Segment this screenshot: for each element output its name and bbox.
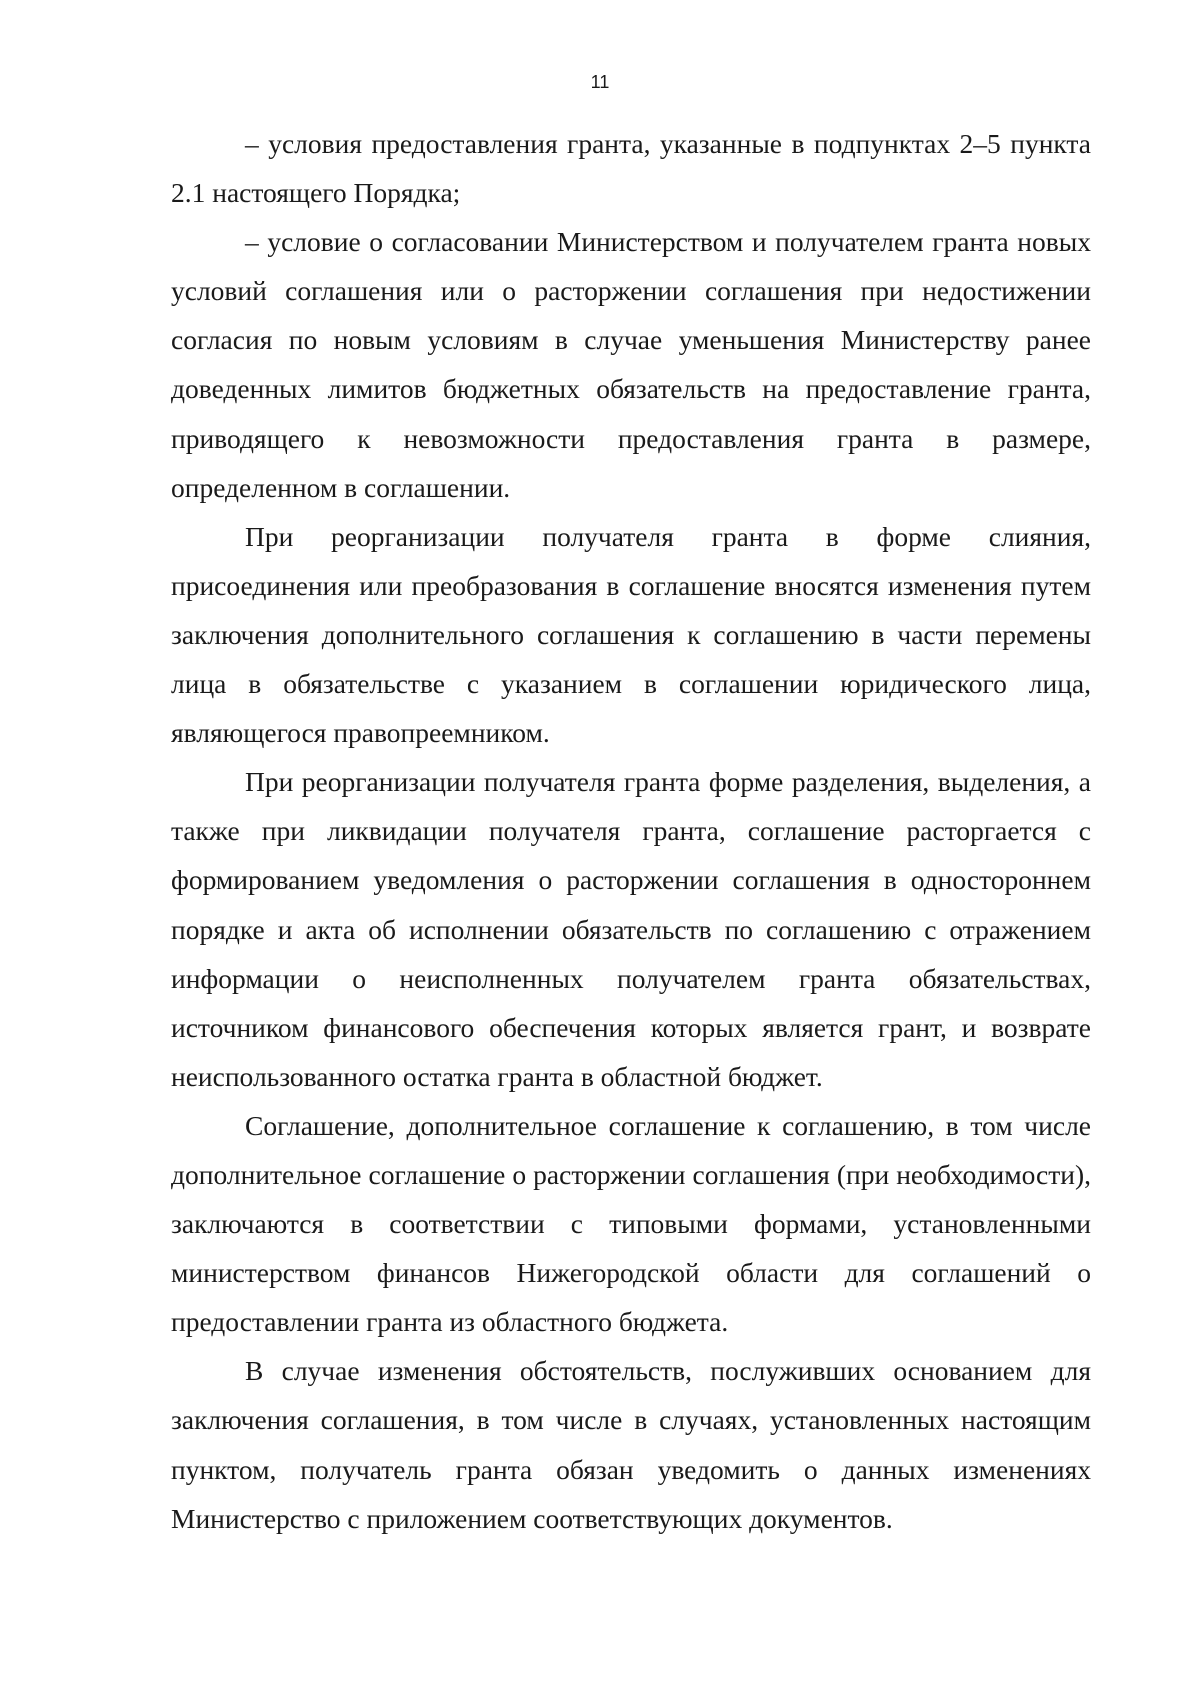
page-number: 11	[590, 72, 610, 92]
paragraph-agreement-terms: – условие о согласовании Министерством и получателем гранта новых условий соглашения или о расторжении соглашения при недостижении согласия по новым условиям в случае уменьшения Министерству ранее доведенных лимитов бюджетных обязательств на предоставление гранта, приводящего к невозможности предоставления гранта в размере, определенном в соглашении.	[171, 226, 1091, 503]
paragraph-reorganization-merger: При реорганизации получателя гранта в форме слияния, присоединения или преобразования в соглашение вносятся изменения путем заключения дополнительного соглашения к соглашению в части перемены лица в обязательстве с указанием в соглашении юридического лица, являющегося правопреемником.	[171, 520, 1091, 749]
paragraph-reorganization-division: При реорганизации получателя гранта форме разделения, выделения, а также при ликвидации получателя гранта, соглашение расторгается с формированием уведомления о расторжении соглашения в одностороннем порядке и акта об исполнении обязательств по соглашению с отражением информации о неисполненных получателем гранта обязательствах, источником финансового обеспечения которых является грант, и возврате неиспользованного остатка гранта в областной бюджет.	[171, 766, 1091, 1092]
paragraph-standard-forms: Соглашение, дополнительное соглашение к соглашению, в том числе дополнительное соглашение о расторжении соглашения (при необходимости), заключаются в соответствии с типовыми формами, установленными министерством финансов Нижегородской области для соглашений о предоставлении гранта из областного бюджета.	[171, 1109, 1091, 1338]
paragraph-circumstances-change: В случае изменения обстоятельств, послуживших основанием для заключения соглашения, в том числе в случаях, установленных настоящим пунктом, получатель гранта обязан уведомить о данных изменениях Министерство с приложением соответствующих документов.	[171, 1355, 1091, 1534]
document-body	[171, 119, 1091, 1543]
paragraph-grant-conditions: – условия предоставления гранта, указанные в подпунктах 2–5 пункта 2.1 настоящего Порядка;	[171, 128, 1091, 209]
